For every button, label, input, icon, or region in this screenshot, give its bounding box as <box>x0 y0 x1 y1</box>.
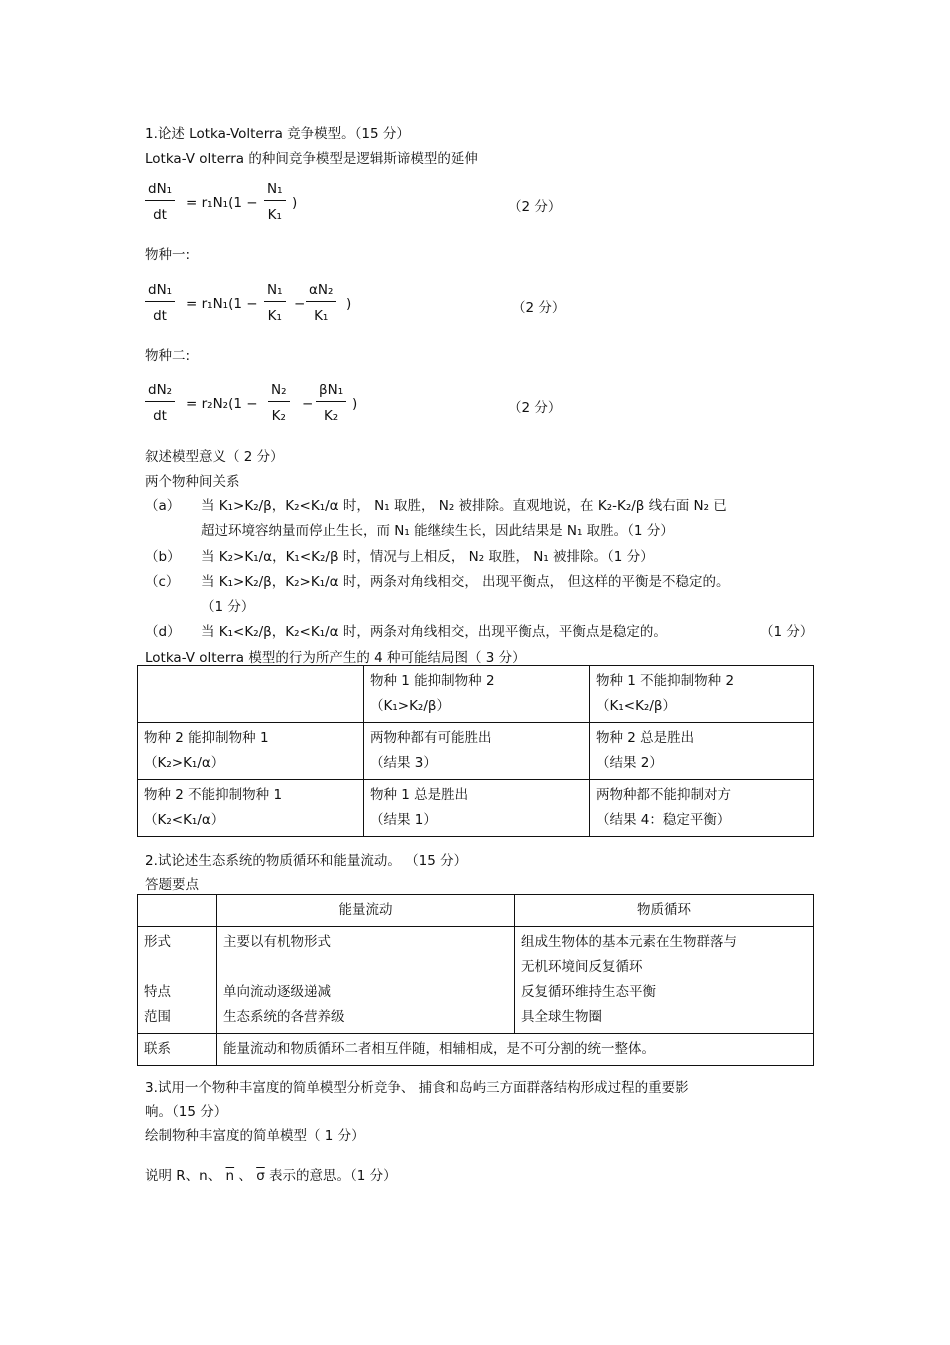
table-cell: 组成生物体的基本元素在生物群落与 无机环境间反复循环 反复循环维持生态平衡 具全球生物圈 <box>515 927 814 1034</box>
table-row <box>138 780 814 837</box>
table-cell: 形式 特点 范围 <box>138 927 217 1034</box>
eq1-lhs-fraction <box>145 181 175 223</box>
eq2-term-b-den: K₁ <box>314 308 329 324</box>
species-one-label: 物种一: <box>145 247 191 263</box>
eq3-minus: − <box>302 396 314 412</box>
n-bar-symbol: $\overline{n}$ <box>225 1168 235 1184</box>
sigma-bar-symbol: $\overline{\sigma}$ <box>256 1168 265 1184</box>
item-a-line1: 当 K₁>K₂/β，K₂<K₁/α 时， N₁ 取胜， N₂ 被排除。直观地说，在 K₂-K₂/β 线右面 N₂ 已 <box>201 498 727 514</box>
table-cell <box>138 666 364 723</box>
item-d-line1: 当 K₁<K₂/β，K₂<K₁/α 时，两条对角线相交，出现平衡点，平衡点是稳定的。 <box>201 624 667 640</box>
eq3-term-a-den: K₂ <box>271 408 286 424</box>
eq3-middle: = r₂N₂(1 − <box>186 396 258 412</box>
eq1-term-fraction <box>264 181 286 223</box>
eq1-score: （2 分） <box>508 199 562 215</box>
eq2-term-a-num: N₁ <box>264 282 286 302</box>
table-cell <box>138 895 217 927</box>
table-cell: 两物种都不能抑制对方 （结果 4：稳定平衡） <box>590 780 814 837</box>
eq3-term-b-num: βN₁ <box>316 382 346 402</box>
table-row <box>138 927 814 1034</box>
eq2-close: ) <box>346 296 352 312</box>
eq2-term-b-num: αN₂ <box>306 282 336 302</box>
eq1-lhs-den: dt <box>153 207 167 223</box>
eq2-minus: − <box>294 296 306 312</box>
table-cell: 主要以有机物形式 单向流动逐级递减 生态系统的各营养级 <box>217 927 515 1034</box>
item-d-label: （d） <box>145 624 181 640</box>
q3-explain <box>145 1164 397 1184</box>
q3-separator: 、 <box>238 1168 252 1184</box>
eq3-close: ) <box>352 396 358 412</box>
eq2-lhs-den: dt <box>153 308 167 324</box>
table-cell: 物种 2 不能抑制物种 1 （K₂<K₁/α） <box>138 780 364 837</box>
eq3-term-b <box>316 382 346 424</box>
eq1-term-num: N₁ <box>264 181 286 201</box>
table-row <box>138 666 814 723</box>
item-c-label: （c） <box>145 574 180 590</box>
q1-title: 1.论述 Lotka-Volterra 竞争模型。（15 分） <box>145 126 410 142</box>
q1-intro: Lotka-V olterra 的种间竞争模型是逻辑斯谛模型的延伸 <box>145 151 478 167</box>
eq3-lhs-fraction <box>145 382 175 424</box>
table-cell: 能量流动和物质循环二者相互伴随，相辅相成，是不可分割的统一整体。 <box>217 1034 814 1066</box>
table-header-matter: 物质循环 <box>515 895 814 927</box>
eq2-score: （2 分） <box>512 300 566 316</box>
q2-title: 2.试论述生态系统的物质循环和能量流动。 （15 分） <box>145 853 468 869</box>
item-b-line1: 当 K₂>K₁/α，K₁<K₂/β 时，情况与上相反， N₂ 取胜， N₁ 被排除。（1 分） <box>201 549 654 565</box>
table-cell: 物种 1 总是胜出 （结果 1） <box>364 780 590 837</box>
item-a-label: （a） <box>145 498 181 514</box>
q3-title-line1: 3.试用一个物种丰富度的简单模型分析竞争、 捕食和岛屿三方面群落结构形成过程的重要影 <box>145 1080 689 1096</box>
outcome-table <box>137 665 814 837</box>
eq1-middle: = r₁N₁(1 − <box>186 195 258 211</box>
table-cell: 物种 1 能抑制物种 2 （K₁>K₂/β） <box>364 666 590 723</box>
eq3-term-a <box>268 382 290 424</box>
eq2-term-a-den: K₁ <box>267 308 282 324</box>
eq3-lhs-den: dt <box>153 408 167 424</box>
table-row <box>138 723 814 780</box>
eq2-term-a <box>264 282 286 324</box>
eq1-close: ) <box>292 195 298 211</box>
item-c-line2: （1 分） <box>201 599 255 615</box>
eq2-lhs-fraction <box>145 282 175 324</box>
q3-draw-model: 绘制物种丰富度的简单模型（ 1 分） <box>145 1128 365 1144</box>
q2-key-points: 答题要点 <box>145 877 199 893</box>
eq2-term-b <box>306 282 336 324</box>
eq2-lhs-num: dN₁ <box>145 282 175 302</box>
q3-title-line2: 响。（15 分） <box>145 1104 228 1120</box>
eq3-lhs-num: dN₂ <box>145 382 175 402</box>
table-cell: 联系 <box>138 1034 217 1066</box>
item-b-label: （b） <box>145 549 181 565</box>
eq2-middle: = r₁N₁(1 − <box>186 296 258 312</box>
eq1-lhs-num: dN₁ <box>145 181 175 201</box>
eq3-score: （2 分） <box>508 400 562 416</box>
eq1-term-den: K₁ <box>267 207 282 223</box>
table-cell: 物种 2 总是胜出 （结果 2） <box>590 723 814 780</box>
species-two-label: 物种二: <box>145 348 191 364</box>
item-d-score: （1 分） <box>760 624 814 640</box>
relation-heading: 两个物种间关系 <box>145 474 240 490</box>
item-a-line2: 超过环境容纳量而停止生长，而 N₁ 能继续生长，因此结果是 N₁ 取胜。（1 分） <box>201 523 674 539</box>
q3-explain-prefix: 说明 R、n、 <box>145 1168 222 1184</box>
table-cell: 物种 1 不能抑制物种 2 （K₁<K₂/β） <box>590 666 814 723</box>
eq3-term-b-den: K₂ <box>323 408 339 424</box>
table-cell: 两物种都有可能胜出 （结果 3） <box>364 723 590 780</box>
table-row <box>138 895 814 927</box>
cycle-flow-table <box>137 894 814 1066</box>
model-meaning-heading: 叙述模型意义（ 2 分） <box>145 449 284 465</box>
table-cell: 物种 2 能抑制物种 1 （K₂>K₁/α） <box>138 723 364 780</box>
table-row <box>138 1034 814 1066</box>
q3-explain-suffix: 表示的意思。（1 分） <box>269 1168 397 1184</box>
eq3-term-a-num: N₂ <box>268 382 290 402</box>
item-c-line1: 当 K₁>K₂/β，K₂>K₁/α 时，两条对角线相交， 出现平衡点， 但这样的平衡是不稳定的。 <box>201 574 730 590</box>
outcome-table-caption: Lotka-V olterra 模型的行为所产生的 4 种可能结局图（ 3 分） <box>145 650 526 666</box>
table-header-energy: 能量流动 <box>217 895 515 927</box>
